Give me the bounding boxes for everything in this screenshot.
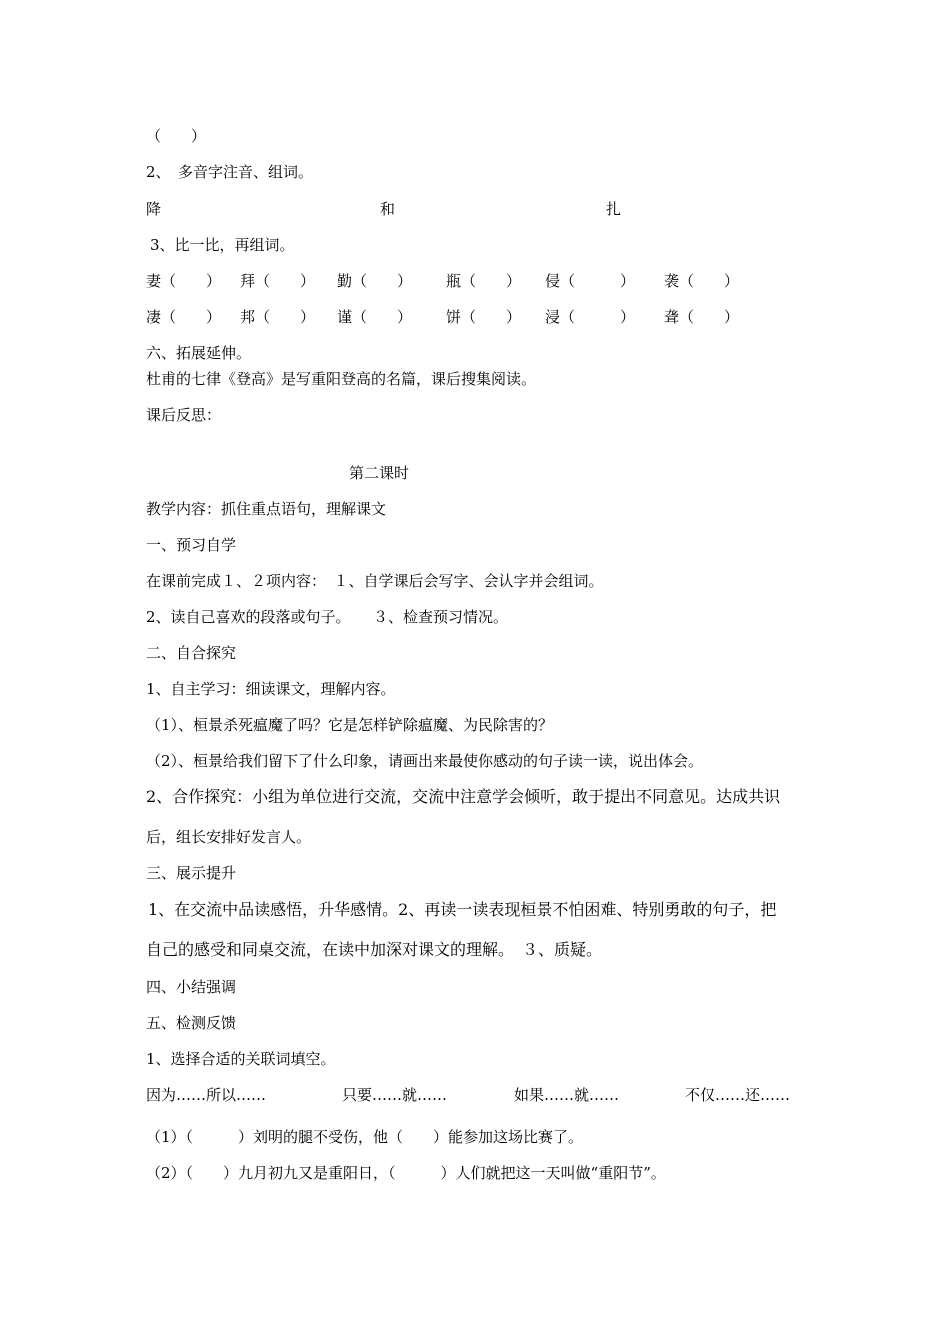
blank-parentheses: （ ）: [146, 127, 207, 145]
section-heading: 五、检测反馈: [146, 1014, 237, 1032]
compare-item: 拜（ ）: [240, 272, 316, 290]
extend-heading: 六、拓展延伸。: [146, 344, 252, 362]
section-text: 2、合作探究：小组为单位进行交流，交流中注意学会倾听，敢于提出不同意见。达成共识: [146, 787, 781, 806]
polyphone-char: 和: [380, 200, 396, 218]
section-text: 1、在交流中品读感悟，升华感情。2、再读一读表现桓景不怕困难、特别勇敢的句子，把: [148, 900, 777, 919]
compare-item: 袭（ ）: [664, 272, 740, 290]
section-text: 在课前完成１、２项内容： １、自学课后会写字、会认字并会组词。: [146, 572, 604, 590]
compare-item: 浸（ ）: [545, 308, 636, 326]
conjunction-option: 如果……就……: [514, 1086, 620, 1104]
conjunction-option: 只要……就……: [342, 1086, 448, 1104]
section-text: 后，组长安排好发言人。: [146, 828, 312, 846]
polyphone-char: 扎: [606, 200, 622, 218]
compare-heading: 3、比一比，再组词。: [150, 236, 295, 254]
compare-item: 妻（ ）: [146, 272, 222, 290]
question-text: （1）、桓景杀死瘟魔了吗？它是怎样铲除瘟魔、为民除害的？: [146, 716, 554, 734]
reflection-label: 课后反思：: [146, 406, 222, 424]
section-heading: 三、展示提升: [146, 864, 237, 882]
compare-item: 聋（ ）: [664, 308, 740, 326]
section-heading: 一、预习自学: [146, 536, 237, 554]
section-heading: 四、小结强调: [146, 978, 237, 996]
section-text: 1、自主学习：细读课文，理解内容。: [146, 680, 396, 698]
compare-item: 饼（ ）: [446, 308, 522, 326]
lesson-title: 第二课时: [349, 464, 410, 482]
compare-item: 谨（ ）: [337, 308, 413, 326]
conjunction-option: 不仅……还……: [685, 1086, 791, 1104]
question-text: （2）、桓景给我们留下了什么印象，请画出来最使你感动的句子读一读，说出体会。: [146, 752, 704, 770]
fill-in-question: （2）（ ）九月初九又是重阳日，（ ）人们就把这一天叫做“重阳节”。: [146, 1164, 666, 1182]
section-heading: 二、自合探究: [146, 644, 237, 662]
compare-item: 邦（ ）: [240, 308, 316, 326]
polyphone-heading: 2、 多音字注音、组词。: [146, 163, 314, 181]
conjunction-option: 因为……所以……: [146, 1086, 267, 1104]
compare-item: 瓶（ ）: [446, 272, 522, 290]
fill-in-question: （1）（ ）刘明的腿不受伤，他（ ）能参加这场比赛了。: [146, 1128, 584, 1146]
section-text: 2、读自己喜欢的段落或句子。 ３、检查预习情况。: [146, 608, 509, 626]
section-text: 自己的感受和同桌交流，在读中加深对课文的理解。 ３、质疑。: [146, 940, 603, 959]
compare-item: 侵（ ）: [545, 272, 636, 290]
teaching-content: 教学内容：抓住重点语句，理解课文: [146, 500, 387, 518]
polyphone-char: 降: [146, 200, 162, 218]
extend-body: 杜甫的七律《登高》是写重阳登高的名篇，课后搜集阅读。: [146, 370, 537, 388]
compare-item: 勤（ ）: [337, 272, 413, 290]
compare-item: 凄（ ）: [146, 308, 222, 326]
section-text: 1、选择合适的关联词填空。: [146, 1050, 336, 1068]
